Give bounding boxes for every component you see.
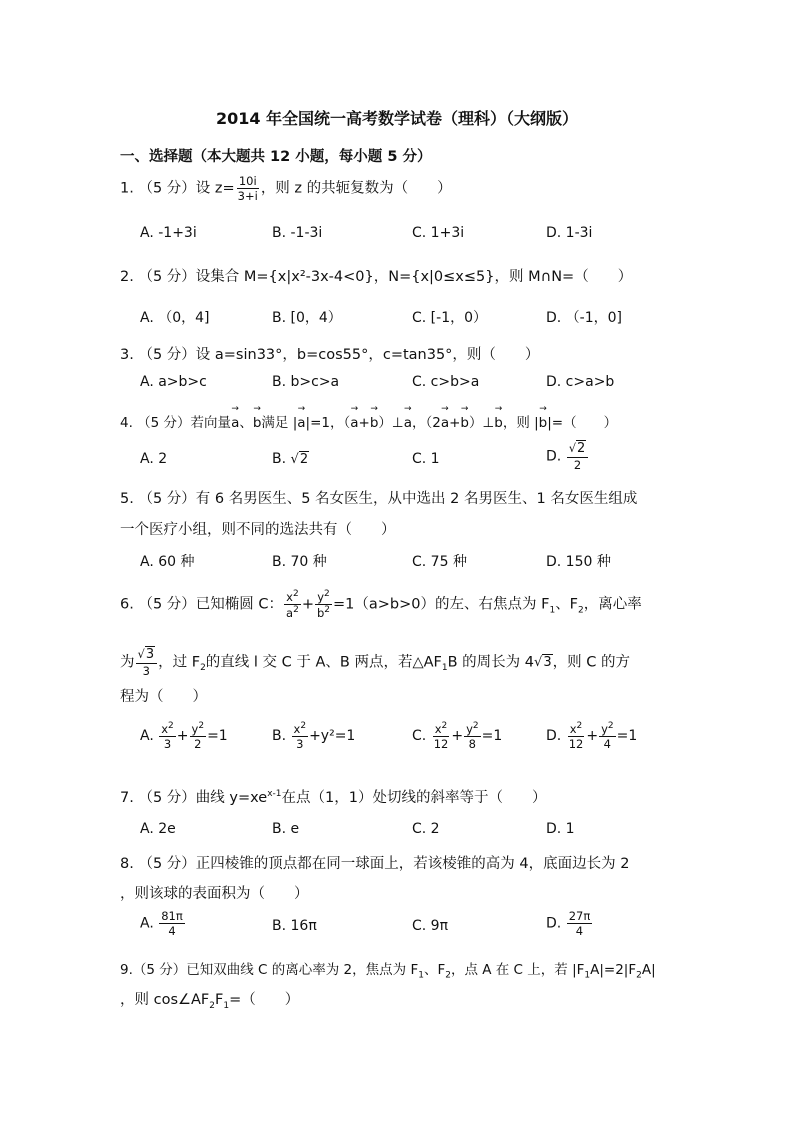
sub: 2 <box>200 663 206 674</box>
q4-text: 4. （5 分）若向量 <box>120 415 232 431</box>
q6-frac-y <box>315 590 332 619</box>
denominator: 12 <box>433 736 449 751</box>
q5-option-b: B. 70 种 <box>272 554 327 570</box>
q4-text: ）⊥ <box>468 415 495 431</box>
q7-option-a: A. 2e <box>140 821 176 837</box>
q7-text: 7. （5 分）曲线 y=xe <box>120 790 268 806</box>
frac <box>190 722 207 750</box>
q4-option-d <box>546 442 589 471</box>
q1-option-d: D. 1-3i <box>546 225 593 241</box>
q3-option-a: A. a>b>c <box>140 374 207 390</box>
exp: 2 <box>441 721 448 731</box>
q4-text: + <box>358 415 370 431</box>
question-3: 3. （5 分）设 a=sin33°，b=cos55°，c=tan35°，则（ ） <box>120 347 540 363</box>
numerator <box>568 722 585 737</box>
q6-frac-x <box>284 590 301 619</box>
sub: 2 <box>578 605 584 616</box>
q4-text: + <box>449 415 461 431</box>
exp: 2 <box>300 721 307 731</box>
var: x <box>569 721 577 736</box>
q8-option-b: B. 16π <box>272 918 317 934</box>
q4-text: ）⊥ <box>378 415 404 431</box>
q3-option-d: D. c>a>b <box>546 374 615 390</box>
vector-b: → b <box>460 415 469 431</box>
radicand: 3 <box>543 655 552 671</box>
q6-option-c: C. $\frac{x^2}{12}$ + $\frac{y^2}{8}$ =1 <box>412 721 503 751</box>
q9-text: ，点 A 在 C 上，若 |F <box>450 962 585 978</box>
denominator: 4 <box>603 736 611 751</box>
denominator: 2 <box>194 736 202 751</box>
question-7 <box>120 786 546 807</box>
question-6-line-2 <box>120 648 630 677</box>
q6-text: ，过 F <box>158 654 201 671</box>
q6-option-a: A. $\frac{x^2}{3}$ + $\frac{y^2}{2}$ =1 <box>140 721 228 751</box>
exp: 2 <box>198 721 205 731</box>
q5-option-c: C. 75 种 <box>412 554 467 570</box>
q6-option-d: D. $\frac{x^2}{12}$ + $\frac{y^2}{4}$ =1 <box>546 721 638 751</box>
numerator <box>599 722 616 737</box>
vector-b: → b <box>539 415 548 431</box>
exp: 2 <box>607 721 614 731</box>
q9-text: A| <box>641 962 656 978</box>
q1-prefix: 1. （5 分）设 z= <box>120 180 235 197</box>
denominator: 3 <box>163 736 172 751</box>
q5-option-d: D. 150 种 <box>546 554 611 570</box>
frac <box>159 722 176 750</box>
q7-option-b: B. e <box>272 821 300 837</box>
q6-text: =1（a>b>0）的左、右焦点为 F <box>333 596 550 613</box>
question-5-line-1: 5. （5 分）有 6 名男医生、5 名女医生，从中选出 2 名男医生、1 名女医生组成 <box>120 491 638 507</box>
q1-suffix: ，则 z 的共轭复数为（ ） <box>260 180 452 197</box>
exp: 2 <box>324 589 330 599</box>
q9-text: 、F <box>423 962 446 978</box>
denominator: 12 <box>568 736 584 751</box>
vector-b: → b <box>370 415 379 431</box>
q4-text: ，（2 <box>411 415 441 431</box>
q6-text: 为 <box>120 654 135 671</box>
q4-option-b <box>272 451 309 467</box>
vector-a: → a <box>350 415 358 431</box>
numerator: √3 <box>136 648 158 664</box>
label: A. <box>140 915 154 932</box>
question-9-line-2 <box>120 988 299 1011</box>
sqrt-2: √2 <box>290 452 309 467</box>
q6-text: ，离心率 <box>583 596 642 613</box>
q8-option-c: C. 9π <box>412 918 449 934</box>
label: A. <box>140 727 154 744</box>
denominator <box>315 605 332 619</box>
exponent: x-1 <box>267 789 282 800</box>
q8-option-d <box>546 910 593 937</box>
q5-option-a: A. 60 种 <box>140 554 195 570</box>
q6-text: B 的周长为 4 <box>447 654 535 671</box>
numerator <box>159 722 176 737</box>
sub: 1 <box>418 970 424 981</box>
numerator <box>315 590 332 605</box>
sub: 2 <box>445 970 451 981</box>
q1-fraction <box>236 175 260 202</box>
question-9-line-1 <box>120 958 656 981</box>
q4-text: |=1，（ <box>305 415 351 431</box>
exp: 2 <box>292 589 299 599</box>
question-1 <box>120 175 452 202</box>
exp: 2 <box>293 604 299 615</box>
q4-option-b-label: B. <box>272 451 287 467</box>
question-5-line-2: 一个医疗小组，则不同的选法共有（ ） <box>120 522 396 538</box>
numerator <box>433 722 450 737</box>
q6-ecc-fraction <box>136 648 158 677</box>
frac <box>567 722 586 750</box>
denominator: 3 <box>296 736 304 751</box>
sub: 1 <box>223 1000 230 1011</box>
var: y <box>191 721 199 736</box>
q4-option-a: A. 2 <box>140 451 168 467</box>
var: x <box>161 721 169 736</box>
q2-option-c: C. [-1，0） <box>412 310 488 326</box>
var: x <box>293 721 301 736</box>
q2-option-a: A. （0，4] <box>140 310 210 326</box>
question-8-line-1: 8. （5 分）正四棱锥的顶点都在同一球面上，若该棱锥的高为 4，底面边长为 2 <box>120 856 630 872</box>
frac <box>292 722 309 750</box>
q2-option-b: B. [0，4） <box>272 310 342 326</box>
q9-text: A|=2|F <box>590 962 637 978</box>
var: y <box>317 589 325 604</box>
q6-text: 的直线 l 交 C 于 A、B 两点，若△AF <box>205 654 442 671</box>
q4-text: 满足 | <box>261 415 298 431</box>
radicand: 2 <box>299 452 309 467</box>
question-4 <box>120 411 617 431</box>
numerator <box>292 722 309 737</box>
exp: 2 <box>472 721 479 731</box>
q1-option-c: C. 1+3i <box>412 225 465 241</box>
sub: 2 <box>209 1000 215 1011</box>
denominator: 8 <box>468 736 476 751</box>
frac <box>432 722 451 750</box>
vector-a: → a <box>441 415 449 431</box>
var: a <box>286 605 294 620</box>
q8-option-a <box>140 910 186 937</box>
q9-text: F <box>215 992 224 1008</box>
vector-a: → a <box>231 415 239 431</box>
q3-option-b: B. b>c>a <box>272 374 340 390</box>
var: b <box>316 605 325 620</box>
denominator: 2 <box>573 457 582 472</box>
q9-text: ，则 cos∠AF <box>120 992 210 1008</box>
frac <box>567 910 593 937</box>
q4-d-fraction <box>567 442 589 471</box>
q4-option-d-label: D. <box>546 448 562 465</box>
var: y <box>601 721 608 736</box>
var: y <box>466 721 473 736</box>
question-6-line-3: 程为（ ） <box>120 689 207 705</box>
numerator <box>190 722 207 737</box>
page-title: 2014 年全国统一高考数学试卷（理科）（大纲版） <box>215 109 579 128</box>
vector-a: → a <box>297 415 305 431</box>
exp: 2 <box>168 721 174 731</box>
section-heading: 一、选择题（本大题共 12 小题，每小题 5 分） <box>120 149 432 165</box>
frac <box>464 722 481 750</box>
sqrt-3: √3 <box>534 655 552 671</box>
numerator: 81π <box>161 909 183 923</box>
q6-text: 、F <box>555 596 579 613</box>
q7-option-c: C. 2 <box>412 821 440 837</box>
q6-text: ，则 C 的方 <box>552 654 630 671</box>
sub: 1 <box>549 605 556 616</box>
denominator <box>284 605 301 619</box>
question-2: 2. （5 分）设集合 M={x|x²-3x-4<0}，N={x|0≤x≤5}，则 M∩N=（ ） <box>120 269 633 285</box>
denominator: 4 <box>575 924 584 939</box>
numerator: √2 <box>567 442 589 458</box>
radicand: 2 <box>577 441 586 456</box>
q1-den: 3+i <box>237 189 258 204</box>
vector-b: → b <box>494 415 503 431</box>
eq: +y²=1 <box>309 727 356 744</box>
vector-a: → a <box>404 415 412 431</box>
numerator <box>464 722 481 737</box>
q3-option-c: C. c>b>a <box>412 374 480 390</box>
var: x <box>434 721 442 736</box>
exp: 2 <box>324 604 331 615</box>
eq: =1 <box>207 727 228 744</box>
vector-b: → b <box>253 415 262 431</box>
sub: 1 <box>584 970 591 981</box>
numerator <box>284 590 301 605</box>
q4-text: ，则 | <box>502 415 539 431</box>
q9-text: 9.（5 分）已知双曲线 C 的离心率为 2，焦点为 F <box>120 962 419 978</box>
frac <box>159 910 185 937</box>
label: D. <box>546 727 562 744</box>
q6-text: 6. （5 分）已知椭圆 C： <box>120 596 284 613</box>
radicand: 3 <box>145 647 155 662</box>
numerator: 27π <box>568 909 591 923</box>
q7-text: 在点（1，1）处切线的斜率等于（ ） <box>281 790 547 806</box>
q9-text: =（ ） <box>229 992 300 1008</box>
q1-option-b: B. -1-3i <box>272 225 323 241</box>
sub: 2 <box>636 970 642 981</box>
exp: 2 <box>576 721 583 731</box>
q4-option-c: C. 1 <box>412 451 440 467</box>
label: D. <box>546 915 562 932</box>
label: B. <box>272 727 287 744</box>
q7-option-d: D. 1 <box>546 821 575 837</box>
q6-option-b <box>272 722 355 750</box>
question-8-line-2: ，则该球的表面积为（ ） <box>120 886 309 902</box>
q2-option-d: D. （-1，0] <box>546 310 623 326</box>
frac <box>599 722 616 750</box>
sub: 1 <box>441 663 448 674</box>
question-6-line-1: 6. （5 分）已知椭圆 C： $\frac{x^2}{a^2}$ + $\frac{y^2}{b^2}$ =1（a>b>0）的左、右焦点为 $F_1$、$F_2$，离心率 <box>120 589 642 620</box>
denominator: 4 <box>168 924 176 939</box>
label: C. <box>412 727 427 744</box>
denominator: 3 <box>142 663 150 678</box>
var: x <box>286 589 293 604</box>
eq: =1 <box>481 727 503 744</box>
q1-option-a: A. -1+3i <box>140 225 197 241</box>
eq: =1 <box>616 727 638 744</box>
q4-text: |=（ ） <box>547 415 618 431</box>
q4-sep: 、 <box>239 415 253 431</box>
q1-num: 10i <box>238 174 257 188</box>
